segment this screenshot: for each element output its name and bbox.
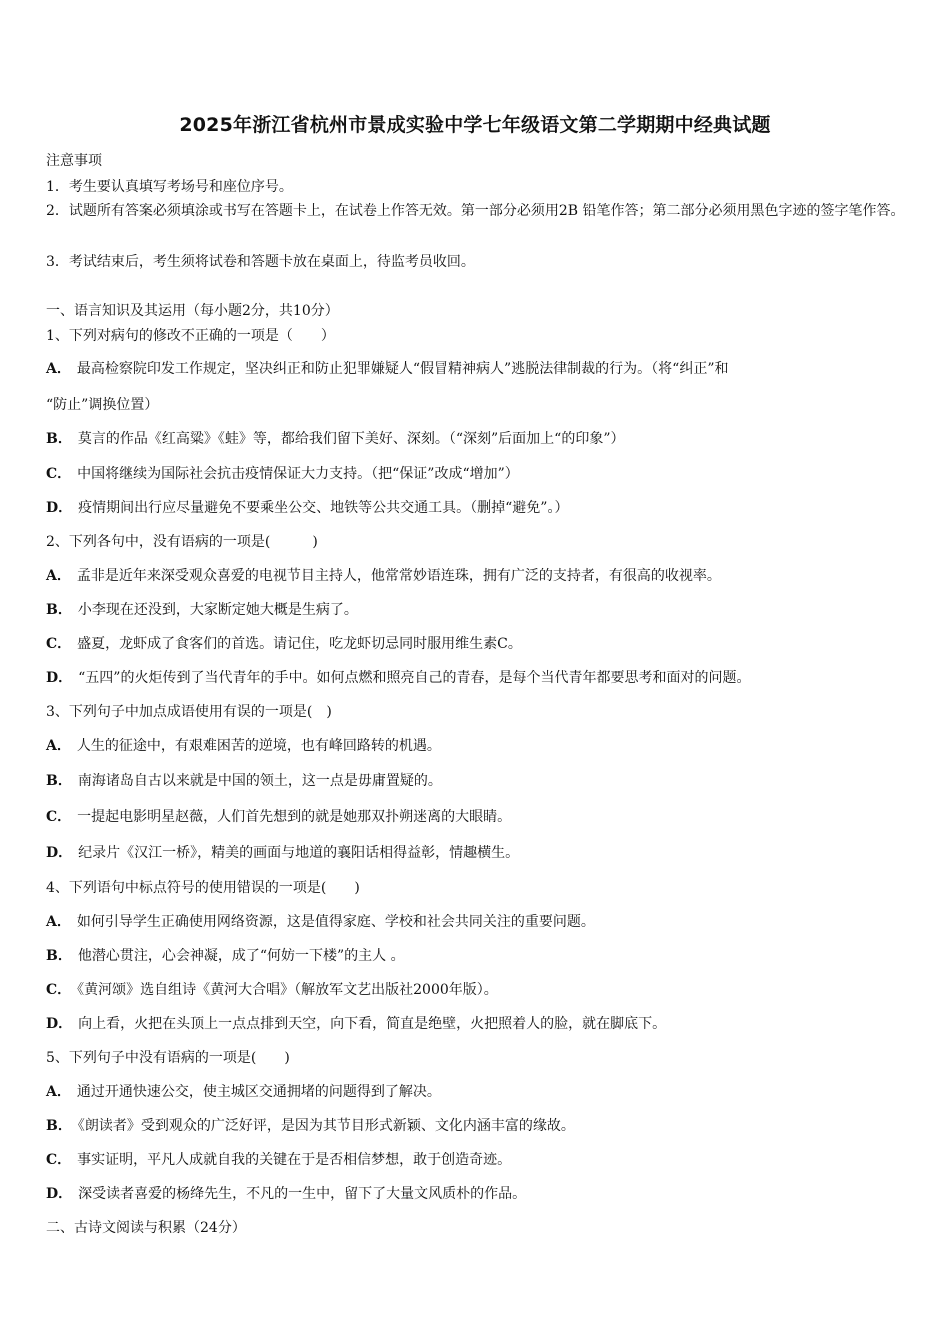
q4-option-c [46, 981, 906, 999]
option-label: A． [46, 1084, 71, 1100]
q5-option-d [46, 1185, 906, 1203]
q3-option-d [46, 844, 906, 862]
q3-option-a [46, 737, 906, 755]
notice-item-2: 2．试题所有答案必须填涂或书写在答题卡上，在试卷上作答无效。第一部分必须用2B 铅笔作答；第二部分必须用黑色字迹的签字笔作答。 [46, 203, 905, 219]
option-label: D． [46, 670, 73, 686]
option-text: 深受读者喜爱的杨绛先生，不凡的一生中，留下了大量文风质朴的作品。 [78, 1186, 527, 1202]
option-text: 向上看，火把在头顶上一点点排到天空，向下看，简直是绝壁，火把照着人的脸，就在脚底下。 [78, 1016, 667, 1032]
option-label: C． [46, 809, 72, 825]
option-label: B． [46, 431, 72, 447]
option-text: 事实证明，平凡人成就自我的关键在于是否相信梦想，敢于创造奇迹。 [77, 1152, 512, 1168]
question-stem-4: 4、下列语句中标点符号的使用错误的一项是( ) [46, 880, 360, 896]
question-stem-1: 1、下列对病句的修改不正确的一项是（ ） [46, 328, 335, 344]
option-text: 他潜心贯注，心会神凝，成了“何妨一下楼”的主人 。 [77, 948, 405, 964]
option-label: D． [46, 1016, 73, 1032]
q5-option-a [46, 1083, 906, 1101]
question-stem-3: 3、下列句子中加点成语使用有误的一项是( ) [46, 704, 332, 720]
option-label: B． [46, 948, 72, 964]
option-text: 最高检察院印发工作规定，坚决纠正和防止犯罪嫌疑人“假冒精神病人”逃脱法律制裁的行为。（将“纠正”和 [76, 361, 729, 377]
q2-option-a [46, 567, 906, 585]
section-heading-2: 二、古诗文阅读与积累（24分） [46, 1220, 246, 1236]
option-text: 中国将继续为国际社会抗击疫情保证大力支持。（把“保证”改成“增加”） [77, 466, 519, 482]
section-heading-1: 一、语言知识及其运用（每小题2分，共10分） [46, 303, 339, 319]
q1-option-a [46, 360, 906, 378]
q1-option-a-cont [46, 396, 906, 414]
q2-option-d [46, 669, 906, 687]
q4-option-b [46, 947, 906, 965]
notice-item-1: 1．考生要认真填写考场号和座位序号。 [46, 179, 293, 195]
option-text: 一提起电影明星赵薇，人们首先想到的就是她那双扑朔迷离的大眼睛。 [77, 809, 512, 825]
option-text: 莫言的作品《红高粱》《蛙》等，都给我们留下美好、深刻。（“深刻”后面加上“的印象”） [77, 431, 625, 447]
notice-heading: 注意事项 [46, 153, 102, 169]
q5-option-c [46, 1151, 906, 1169]
option-label: A． [46, 361, 71, 377]
q3-option-c [46, 808, 906, 826]
option-text: “防止”调换位置） [46, 397, 159, 413]
q1-option-c [46, 465, 906, 483]
q3-option-b [46, 772, 906, 790]
page-title: 2025年浙江省杭州市景成实验中学七年级语文第二学期期中经典试题 [179, 114, 771, 136]
option-label: D． [46, 1186, 73, 1202]
option-label: C． [46, 982, 72, 998]
option-label: B． [46, 602, 72, 618]
option-label: A． [46, 568, 71, 584]
q2-option-c [46, 635, 906, 653]
option-label: C． [46, 1152, 72, 1168]
option-label: B． [46, 773, 72, 789]
question-stem-2: 2、下列各句中，没有语病的一项是( ) [46, 534, 318, 550]
option-label: D． [46, 845, 73, 861]
option-text: 南海诸岛自古以来就是中国的领土，这一点是毋庸置疑的。 [77, 773, 442, 789]
option-label: D． [46, 500, 73, 516]
option-text: 纪录片《汉江一桥》，精美的画面与地道的襄阳话相得益彰，情趣横生。 [78, 845, 520, 861]
option-text: “五四”的火炬传到了当代青年的手中。如何点燃和照亮自己的青春，是每个当代青年都要思考和面对的问题。 [78, 670, 751, 686]
q2-option-b [46, 601, 906, 619]
option-text: 小李现在还没到，大家断定她大概是生病了。 [77, 602, 358, 618]
option-text: 通过开通快速公交，使主城区交通拥堵的问题得到了解决。 [76, 1084, 441, 1100]
option-text: 《朗读者》受到观众的广泛好评，是因为其节目形式新颖、文化内涵丰富的缘故。 [77, 1118, 575, 1134]
question-stem-5: 5、下列句子中没有语病的一项是( ) [46, 1050, 290, 1066]
option-text: 如何引导学生正确使用网络资源，这是值得家庭、学校和社会共同关注的重要问题。 [76, 914, 595, 930]
option-text: 孟非是近年来深受观众喜爱的电视节目主持人，他常常妙语连珠，拥有广泛的支持者，有很高的收视率。 [76, 568, 721, 584]
q5-option-b [46, 1117, 906, 1135]
option-label: A． [46, 914, 71, 930]
option-text: 盛夏，龙虾成了食客们的首选。请记住，吃龙虾切忌同时服用维生素C。 [77, 636, 522, 652]
q1-option-b [46, 430, 906, 448]
option-text: 《黄河颂》选自组诗《黄河大合唱》（解放军文艺出版社2000年版）。 [77, 982, 498, 998]
notice-item-3: 3．考试结束后，考生须将试卷和答题卡放在桌面上，待监考员收回。 [46, 254, 475, 270]
q4-option-a [46, 913, 906, 931]
option-label: A． [46, 738, 71, 754]
option-label: C． [46, 636, 72, 652]
q4-option-d [46, 1015, 906, 1033]
q1-option-d [46, 499, 906, 517]
option-label: B． [46, 1118, 72, 1134]
option-text: 疫情期间出行应尽量避免不要乘坐公交、地铁等公共交通工具。（删掉“避免”。） [78, 500, 569, 516]
option-text: 人生的征途中，有艰难困苦的逆境，也有峰回路转的机遇。 [76, 738, 441, 754]
option-label: C． [46, 466, 72, 482]
